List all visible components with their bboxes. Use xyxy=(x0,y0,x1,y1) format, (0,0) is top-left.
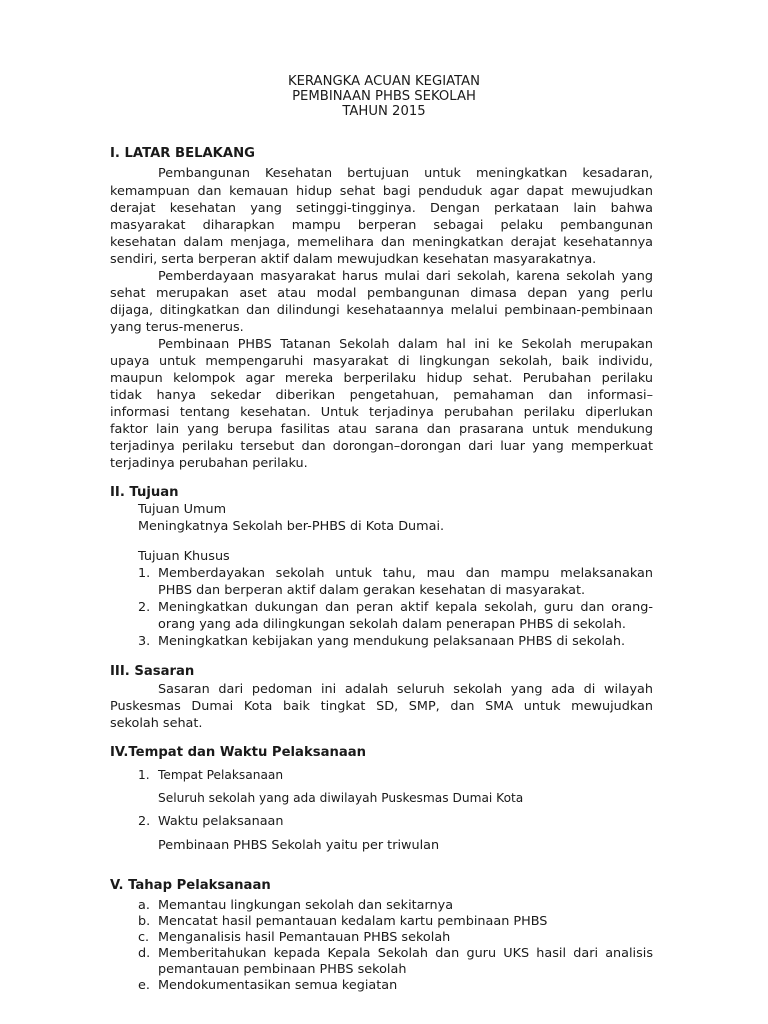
paragraph-line: Puskesmas Dumai Kota baik tingkat SD, SMP, dan SMA untuk mewujudkan xyxy=(110,699,653,714)
list-item-line: pemantauan pembinaan PHBS sekolah xyxy=(158,962,407,977)
doc-title-line-2: PEMBINAAN PHBS SEKOLAH xyxy=(292,89,476,104)
paragraph-line: sehat merupakan aset atau modal pembangunan dimasa depan yang perlu xyxy=(110,286,653,301)
list-item-line: PHBS dan berperan aktif dalam gerakan kesehatan di masyarakat. xyxy=(158,583,586,598)
doc-title-line-3: TAHUN 2015 xyxy=(342,104,426,119)
list-item-line: Memantau lingkungan sekolah dan sekitarnya xyxy=(158,898,454,913)
paragraph-line: terjadinya perubahan perilaku. xyxy=(110,456,308,471)
paragraph-line: tidak hanya sekedar diberikan pengetahuan, pemahaman dan informasi– xyxy=(110,388,653,403)
list-item-letter: e. xyxy=(138,978,150,993)
list-item-line: Memberdayakan sekolah untuk tahu, mau dan mampu melaksanakan xyxy=(158,566,653,581)
paragraph-line: Sasaran dari pedoman ini adalah seluruh sekolah yang ada di wilayah xyxy=(158,682,653,697)
section-heading-latar-belakang: I. LATAR BELAKANG xyxy=(110,146,255,161)
doc-title-line-1: KERANGKA ACUAN KEGIATAN xyxy=(287,74,481,89)
paragraph-line: kemampuan dan kemauan hidup sehat bagi penduduk agar dapat mewujudkan xyxy=(110,184,653,199)
tujuan-khusus-label: Tujuan Khusus xyxy=(138,549,230,564)
list-item-number: 2. xyxy=(138,600,151,615)
list-item-line: Meningkatkan dukungan dan peran aktif kepala sekolah, guru dan orang- xyxy=(158,600,653,615)
paragraph-line: dijaga, ditingkatkan dan dilindungi kesehataannya melalui pembinaan-pembinaan xyxy=(110,303,653,318)
paragraph-line: sendiri, serta berperan aktif dalam mewujudkan kesehatan masyarakatnya. xyxy=(110,252,597,267)
tujuan-umum-label: Tujuan Umum xyxy=(138,502,227,517)
list-item-letter: d. xyxy=(138,946,151,961)
section-heading-tahap-pelaksanaan: V. Tahap Pelaksanaan xyxy=(110,878,271,893)
list-item-number: 1. xyxy=(138,566,151,581)
list-item-line: Mendokumentasikan semua kegiatan xyxy=(158,978,398,993)
paragraph-line: faktor lain yang berupa fasilitas atau sarana dan prasarana untuk mendukung xyxy=(110,422,653,437)
list-item-label: Waktu pelaksanaan xyxy=(158,814,284,829)
section-heading-tempat-waktu: IV.Tempat dan Waktu Pelaksanaan xyxy=(110,745,367,760)
paragraph-line: maupun kelompok agar mereka berperilaku hidup sehat. Perubahan perilaku xyxy=(110,371,653,386)
tujuan-umum-text: Meningkatnya Sekolah ber-PHBS di Kota Dumai. xyxy=(138,519,445,534)
paragraph-line: Pembangunan Kesehatan bertujuan untuk meningkatkan kesadaran, xyxy=(158,166,653,181)
paragraph-line: terjadinya perilaku tersebut dan dorongan–dorongan dari luar yang memperkuat xyxy=(110,439,653,454)
list-item-letter: b. xyxy=(138,914,151,929)
paragraph-line: masyarakat diharapkan mampu berperan sebagai pelaku pembangunan xyxy=(110,218,653,233)
paragraph-line: Pembinaan PHBS Tatanan Sekolah dalam hal ini ke Sekolah merupakan xyxy=(158,337,653,352)
list-item-line: Memberitahukan kepada Kepala Sekolah dan guru UKS hasil dari analisis xyxy=(158,946,653,961)
list-item-label: Tempat Pelaksanaan xyxy=(158,768,284,782)
list-item-letter: c. xyxy=(138,930,150,945)
list-item-line: Meningkatkan kebijakan yang mendukung pelaksanaan PHBS di sekolah. xyxy=(158,634,626,649)
paragraph-line: informasi tentang kesehatan. Untuk terjadinya perubahan perilaku diperlukan xyxy=(110,405,653,420)
list-item-line: orang yang ada dilingkungan sekolah dalam penerapan PHBS di sekolah. xyxy=(158,617,626,632)
paragraph-line: Pemberdayaan masyarakat harus mulai dari sekolah, karena sekolah yang xyxy=(158,269,653,284)
paragraph-line: yang terus-menerus. xyxy=(110,320,244,335)
list-item-letter: a. xyxy=(138,898,150,913)
list-item-line: Menganalisis hasil Pemantauan PHBS sekolah xyxy=(158,930,451,945)
section-heading-sasaran: III. Sasaran xyxy=(110,664,195,679)
paragraph-line: upaya untuk mempengaruhi masyarakat di lingkungan sekolah, baik individu, xyxy=(110,354,653,369)
list-item-number: 3. xyxy=(138,634,151,649)
list-item-text: Pembinaan PHBS Sekolah yaitu per triwulan xyxy=(158,838,440,853)
list-item-number: 1. xyxy=(138,768,150,782)
list-item-number: 2. xyxy=(138,814,151,829)
section-heading-tujuan: II. Tujuan xyxy=(110,485,179,500)
paragraph-line: sekolah sehat. xyxy=(110,716,203,731)
paragraph-line: kesehatan dalam menjaga, memelihara dan meningkatkan derajat kesehatannya xyxy=(110,235,653,250)
list-item-line: Mencatat hasil pemantauan kedalam kartu pembinaan PHBS xyxy=(158,914,548,929)
list-item-text: Seluruh sekolah yang ada diwilayah Puskesmas Dumai Kota xyxy=(158,791,524,805)
paragraph-line: derajat kesehatan yang setinggi-tingginya. Dengan perkataan lain bahwa xyxy=(110,201,653,216)
